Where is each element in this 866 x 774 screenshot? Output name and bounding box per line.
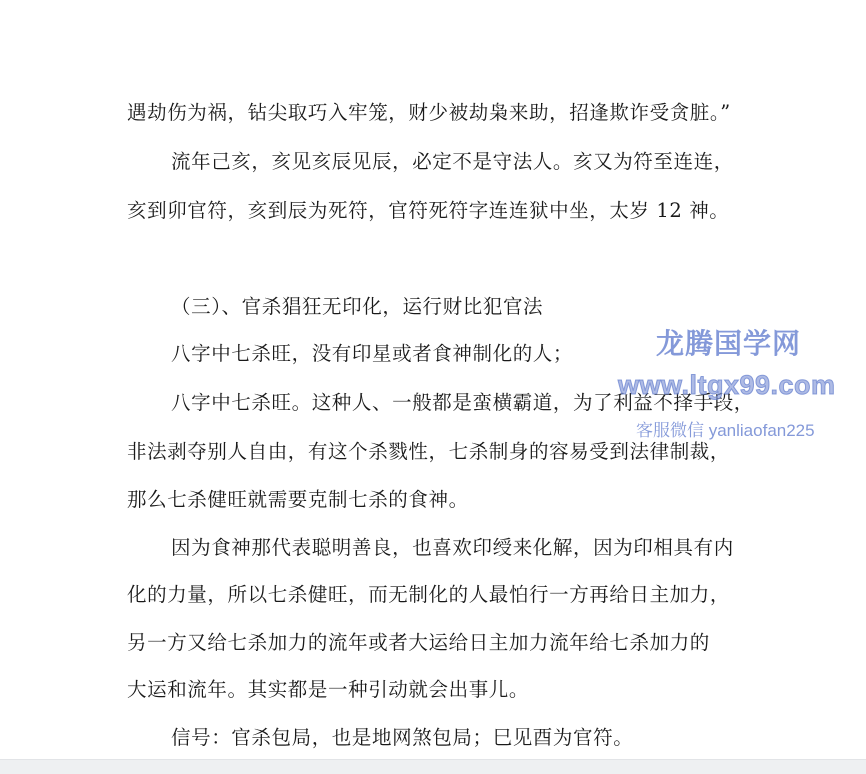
text-line-2: 流年己亥，亥见亥辰见辰，必定不是守法人。亥又为符至连连，: [171, 150, 734, 173]
bottom-scroll-area: [0, 759, 866, 774]
text-line-9: 因为食神那代表聪明善良，也喜欢印绶来化解，因为印相具有内: [171, 536, 734, 559]
watermark-contact: 客服微信 yanliaofan225: [636, 421, 815, 440]
watermark-url: www.ltgx99.com: [618, 370, 836, 400]
text-line-8: 那么七杀健旺就需要克制七杀的食神。: [127, 488, 469, 511]
text-line-7: 非法剥夺别人自由，有这个杀戮性，七杀制身的容易受到法律制裁，: [127, 440, 731, 463]
text-line-6: 八字中七杀旺。这种人、一般都是蛮横霸道，为了利益不择手段，: [171, 391, 754, 414]
text-line-1: 遇劫伤为祸，钻尖取巧入牢笼，财少被劫枭来助，招逢欺诈受贪脏。”: [127, 101, 731, 124]
section-heading: （三）、官杀猖狂无印化，运行财比犯官法: [171, 295, 544, 318]
text-line-11: 另一方又给七杀加力的流年或者大运给日主加力流年给七杀加力的: [127, 631, 710, 654]
text-line-5: 八字中七杀旺，没有印星或者食神制化的人；: [171, 342, 574, 365]
text-line-12: 大运和流年。其实都是一种引动就会出事儿。: [127, 678, 530, 701]
text-line-13: 信号：官杀包局，也是地网煞包局；巳见酉为官符。: [171, 726, 634, 749]
text-line-10: 化的力量，所以七杀健旺，而无制化的人最怕行一方再给日主加力，: [127, 583, 731, 606]
watermark-title: 龙腾国学网: [656, 328, 802, 359]
text-line-3: 亥到卯官符，亥到辰为死符，官符死符字连连狱中坐，太岁 12 神。: [127, 199, 730, 222]
